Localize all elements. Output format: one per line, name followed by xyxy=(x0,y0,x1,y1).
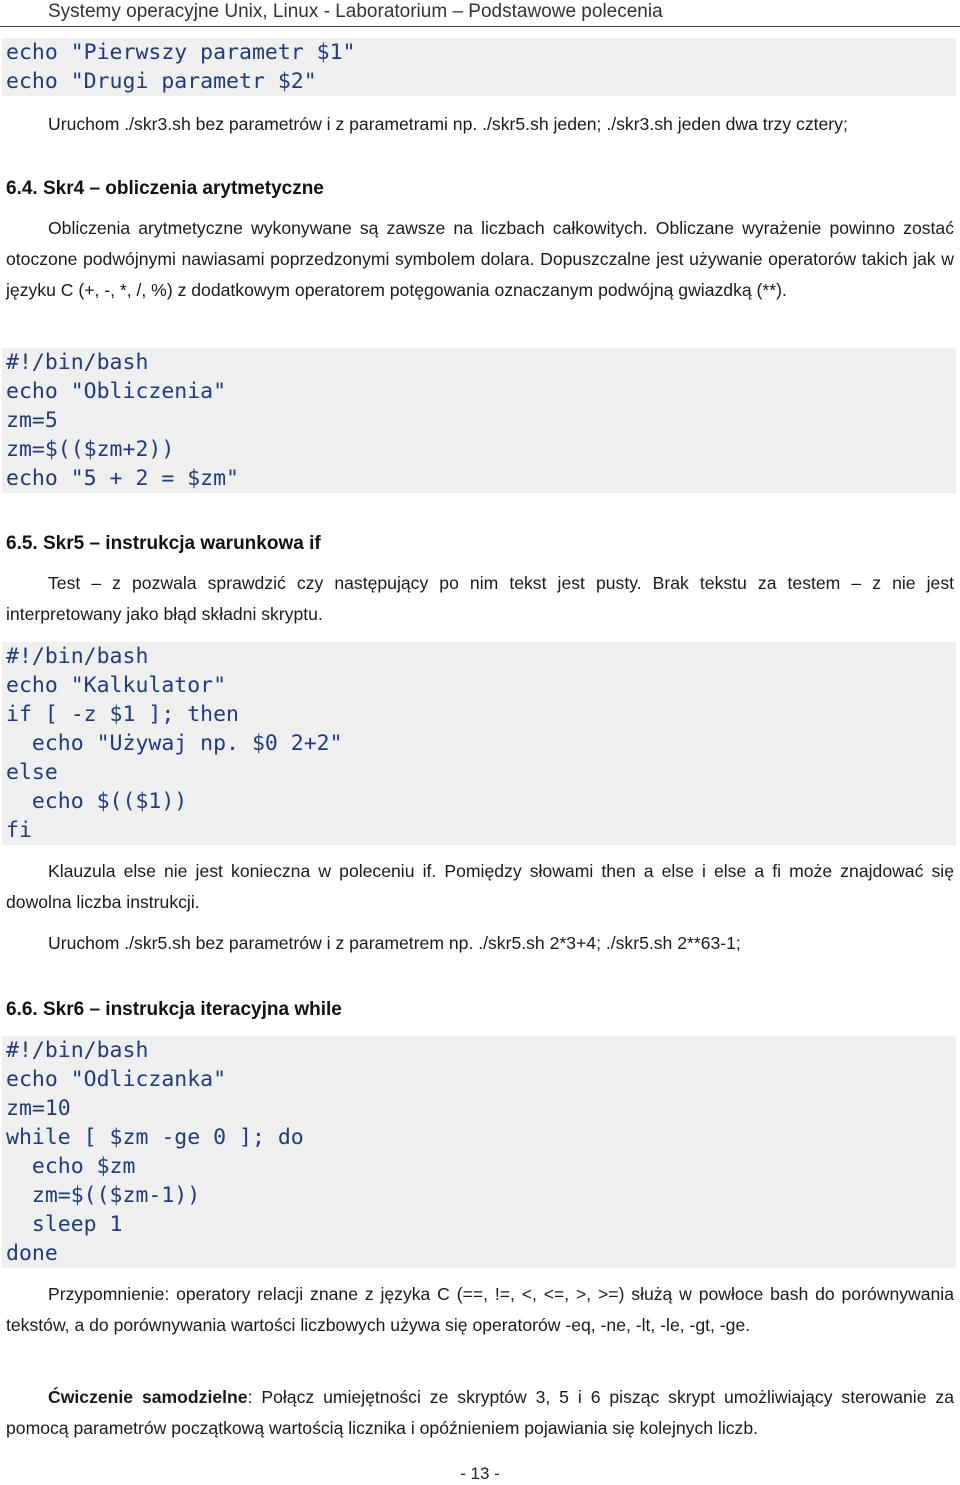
code-line: zm=5 xyxy=(6,408,58,433)
code-line: #!/bin/bash xyxy=(6,1038,149,1063)
code-block-skr4 xyxy=(2,348,956,493)
code-line: sleep 1 xyxy=(6,1212,123,1237)
header-title: Systemy operacyjne Unix, Linux - Laboratorium – Podstawowe polecenia xyxy=(48,1,663,22)
code-line: echo "Kalkulator" xyxy=(6,673,227,698)
paragraph-arithmetic: Obliczenia arytmetyczne wykonywane są zawsze na liczbach całkowitych. Obliczane wyrażenie powinno zostać otoczone podwójnymi nawiasami poprzedzonymi symbolem dolara. Dopuszczalne jest używanie operatorów takich jak w języku C (+, -, *, /, %) z dodatkowym operatorem potęgowania oznaczanym podwójną gwiazdką (**). xyxy=(6,218,954,300)
paragraph-test-z: Test – z pozwala sprawdzić czy następujący po nim tekst jest pusty. Brak tekstu za testem – z nie jest interpretowany jako błąd składni skryptu. xyxy=(6,573,954,624)
code-block-skr6 xyxy=(2,1036,956,1268)
paragraph-run-skr5: Uruchom ./skr5.sh bez parametrów i z parametrem np. ./skr5.sh 2*3+4; ./skr5.sh 2**63-1; xyxy=(48,933,741,953)
code-line: echo "Obliczenia" xyxy=(6,379,227,404)
code-line: zm=10 xyxy=(6,1096,71,1121)
code-line: if [ -z $1 ]; then xyxy=(6,702,239,727)
code-line: echo "Odliczanka" xyxy=(6,1067,227,1092)
code-line: echo "5 + 2 = $zm" xyxy=(6,466,239,491)
code-line: #!/bin/bash xyxy=(6,644,149,669)
code-line: zm=$(($zm+2)) xyxy=(6,437,175,462)
page-header xyxy=(0,0,960,27)
code-line: done xyxy=(6,1241,58,1266)
code-line: #!/bin/bash xyxy=(6,350,149,375)
code-line: echo "Drugi parametr $2" xyxy=(6,69,317,94)
code-line: zm=$(($zm-1)) xyxy=(6,1183,201,1208)
paragraph-relational-operators: Przypomnienie: operatory relacji znane z języka C (==, !=, <, <=, >, >=) służą w powłoce bash do porównywania tekstów, a do porównywania wartości liczbowych używa się operatorów -eq, -ne, -lt, -le, -gt, -ge. xyxy=(6,1284,954,1335)
section-heading-6-6: 6.6. Skr6 – instrukcja iteracyjna while xyxy=(6,999,342,1020)
paragraph-exercise xyxy=(6,1382,954,1444)
code-line: while [ $zm -ge 0 ]; do xyxy=(6,1125,304,1150)
code-line: echo "Używaj np. $0 2+2" xyxy=(6,731,343,756)
paragraph-run-skr3: Uruchom ./skr3.sh bez parametrów i z parametrami np. ./skr5.sh jeden; ./skr3.sh jeden dwa trzy cztery; xyxy=(48,114,848,134)
code-line: else xyxy=(6,760,58,785)
code-line: fi xyxy=(6,818,32,843)
page-number: - 13 - xyxy=(460,1464,500,1483)
code-block-skr3-tail xyxy=(2,38,956,96)
code-block-skr5 xyxy=(2,642,956,845)
section-heading-6-5: 6.5. Skr5 – instrukcja warunkowa if xyxy=(6,533,321,554)
exercise-text: : Połącz umiejętności ze skryptów 3, 5 i 6 pisząc skrypt umożliwiający sterowanie za pomocą parametrów początkową wartością licznika i opóźnieniem pojawiania się kolejnych liczb. xyxy=(6,1387,954,1438)
code-line: echo $(($1)) xyxy=(6,789,188,814)
paragraph-else-clause: Klauzula else nie jest konieczna w poleceniu if. Pomiędzy słowami then a else i else a fi może znajdować się dowolna liczba instrukcji. xyxy=(6,861,954,912)
code-line: echo "Pierwszy parametr $1" xyxy=(6,40,356,65)
exercise-label: Ćwiczenie samodzielne xyxy=(48,1387,248,1407)
section-heading-6-4: 6.4. Skr4 – obliczenia arytmetyczne xyxy=(6,178,324,199)
code-line: echo $zm xyxy=(6,1154,136,1179)
